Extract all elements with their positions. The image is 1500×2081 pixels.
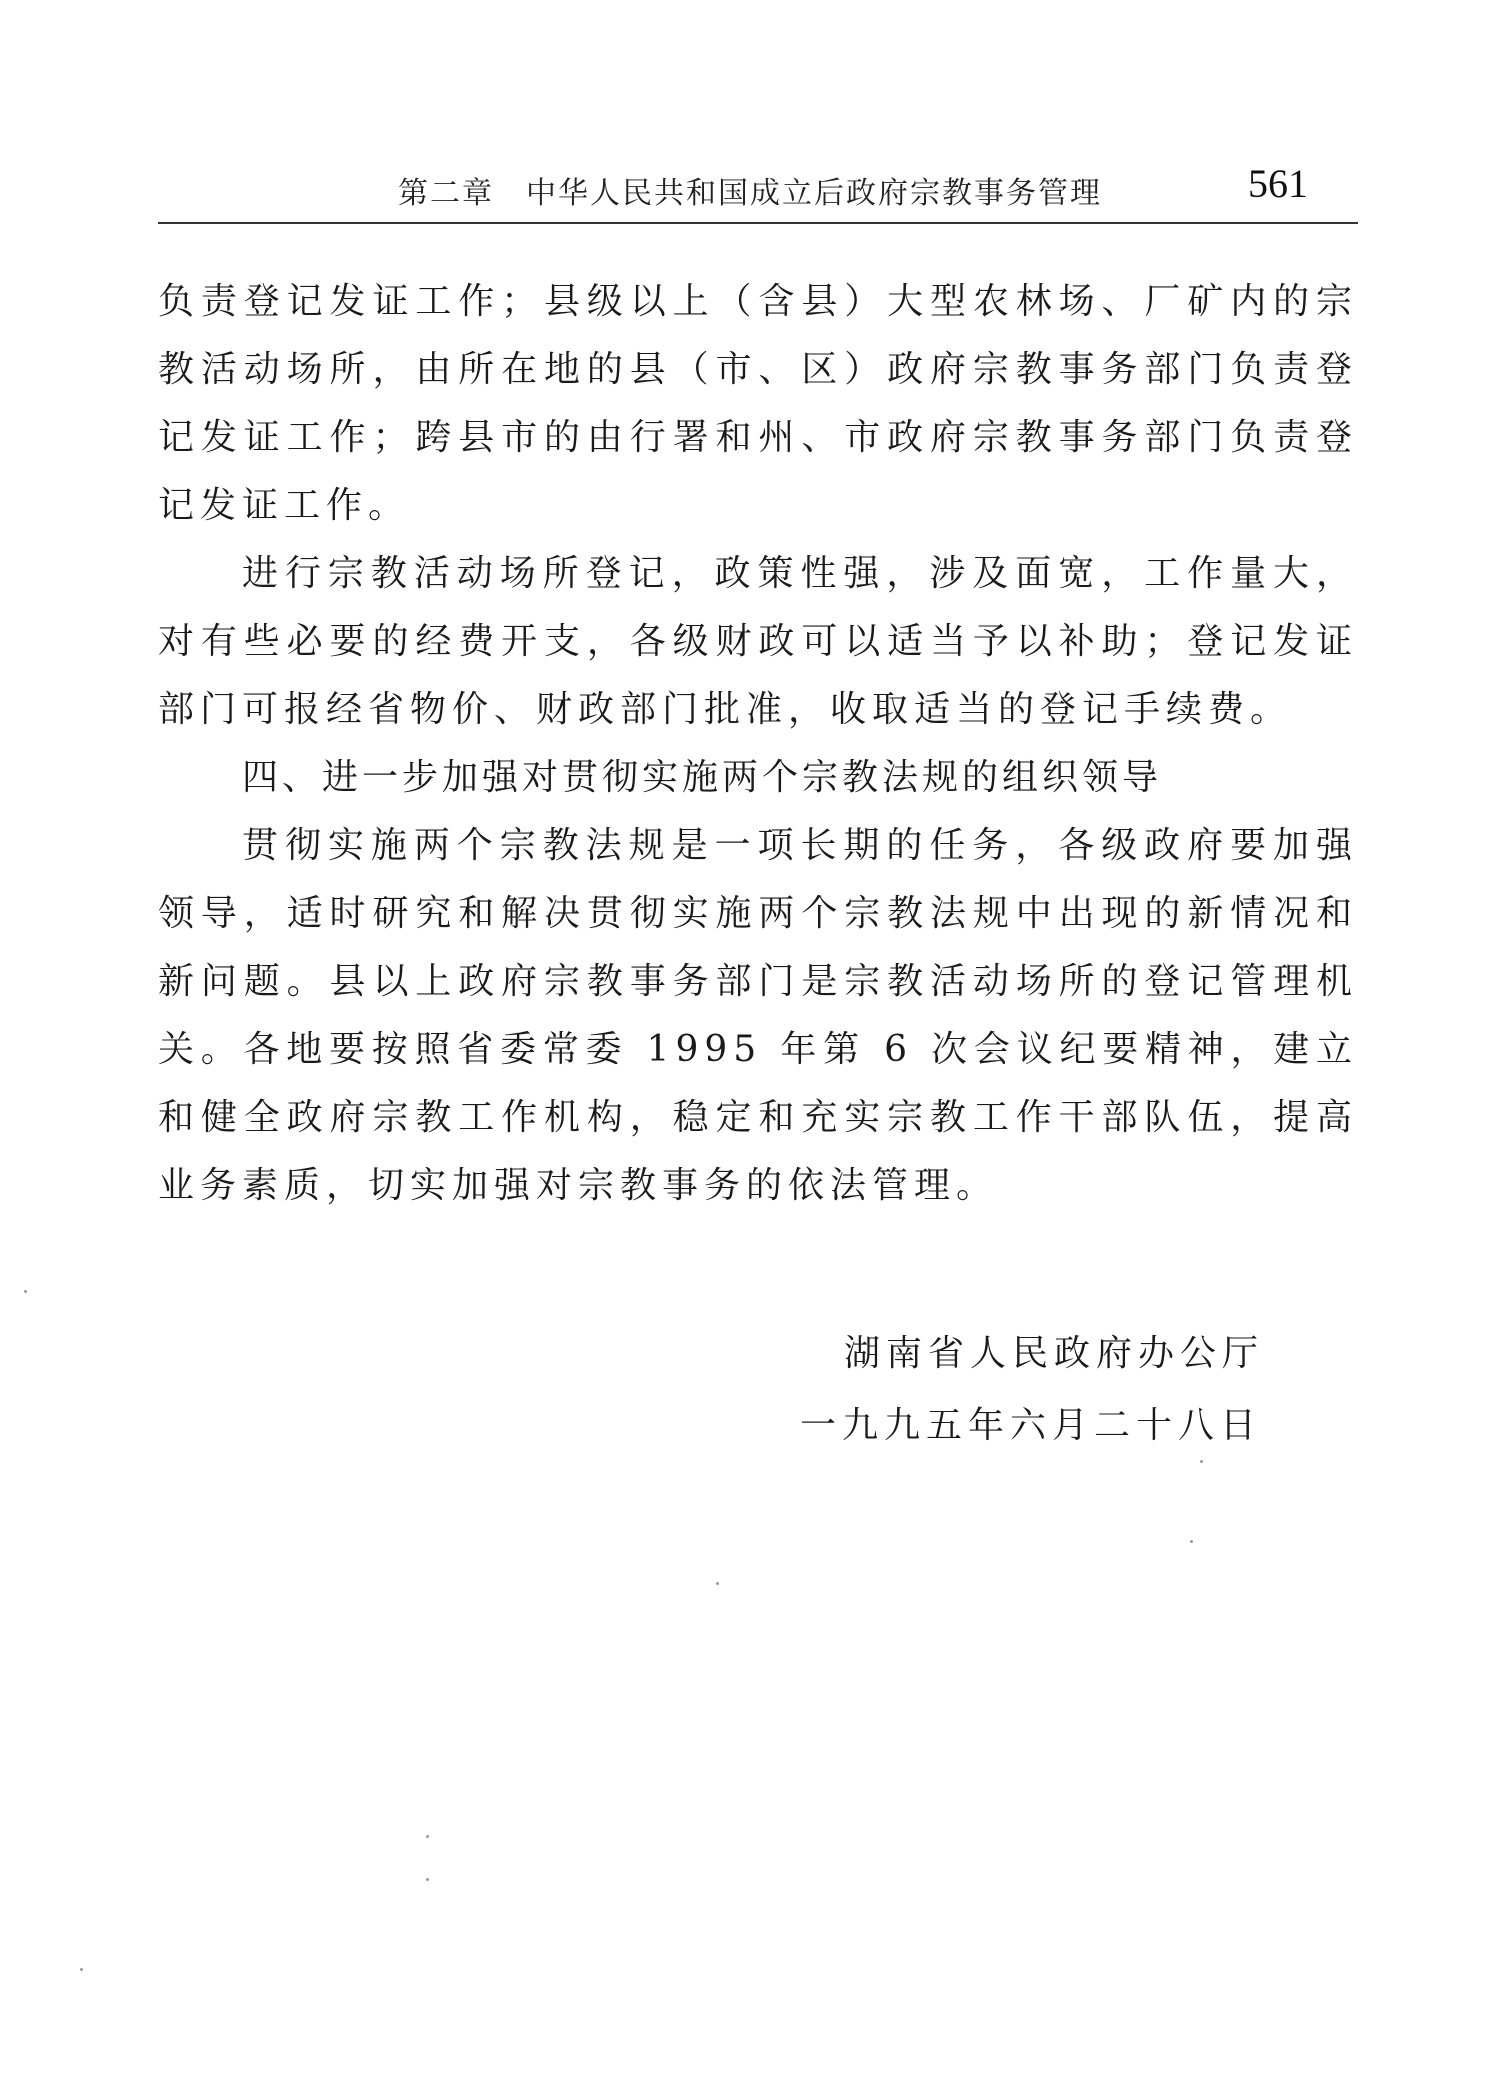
scan-speck [1200,1460,1203,1463]
running-title: 第二章 中华人民共和国成立后政府宗教事务管理 [398,176,1102,211]
header-rule [158,222,1358,224]
running-header [158,160,1358,230]
page-number: 561 [1248,161,1308,206]
signature-organization: 湖南省人民政府办公厅 [844,1333,1265,1374]
scan-speck [80,1968,83,1971]
scan-speck [24,1290,27,1293]
scan-speck [426,1878,429,1881]
signature-block [800,1318,1264,1462]
scan-speck [716,1582,719,1585]
paragraph-registration-funding: 进行宗教活动场所登记，政策性强，涉及面宽，工作量大，对有些必要的经费开支，各级财政可以适当予以补助；登记发证部门可报经省物价、财政部门批准，收取适当的登记手续费。 [158,553,1358,730]
scan-speck [1190,1540,1193,1543]
signature-date: 一九九五年六月二十八日 [800,1405,1263,1446]
paragraph-leadership: 贯彻实施两个宗教法规是一项长期的任务，各级政府要加强领导，适时研究和解决贯彻实施两个宗教法规中出现的新情况和新问题。县以上政府宗教事务部门是宗教活动场所的登记管理机关。各地要按照省委常委 1995 年第 6 次会议纪要精神，建立和健全政府宗教工作机构，稳定和充实宗教工作干部队伍，提高业务素质，切实加强对宗教事务的依法管理。 [158,825,1358,1206]
body-text [158,268,1358,1220]
scan-speck [426,1835,429,1838]
paragraph-continued: 负责登记发证工作；县级以上（含县）大型农林场、厂矿内的宗教活动场所，由所在地的县（市、区）政府宗教事务部门负责登记发证工作；跨县市的由行署和州、市政府宗教事务部门负责登记发证工作。 [158,281,1358,526]
section-heading-4: 四、进一步加强对贯彻实施两个宗教法规的组织领导 [242,757,1163,798]
